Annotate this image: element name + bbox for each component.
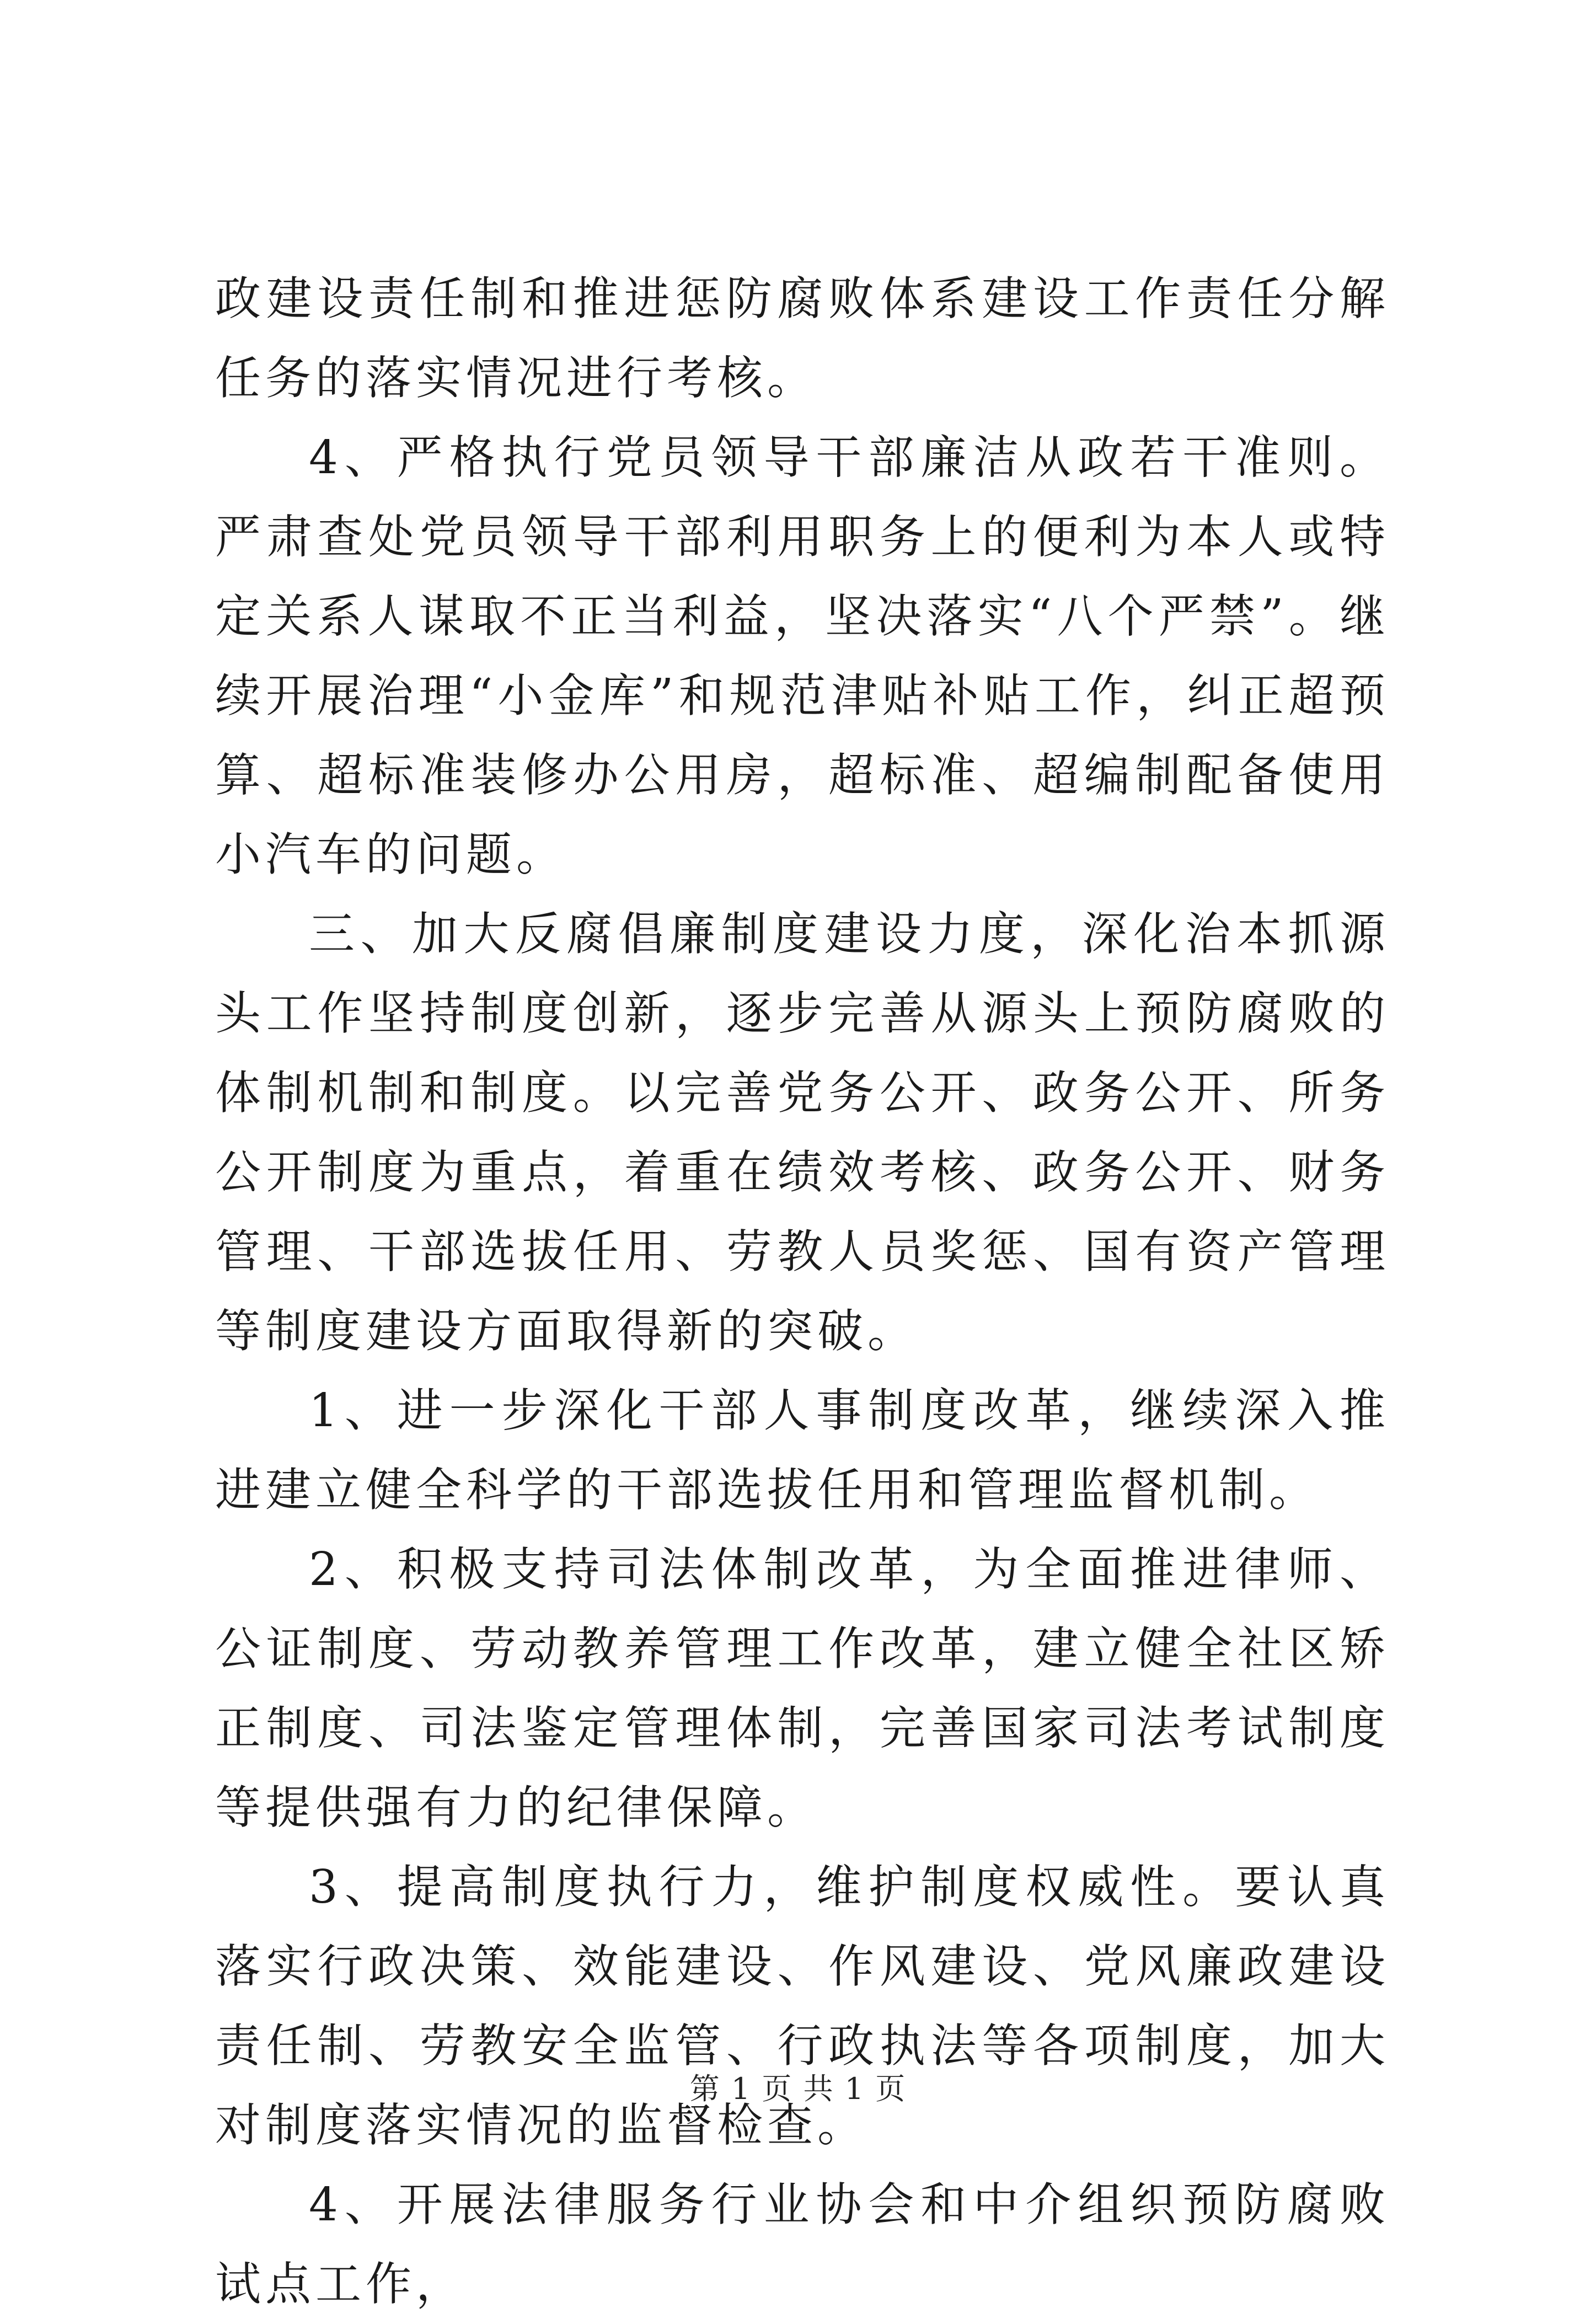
paragraph-item-1-personnel-reform: 1、进一步深化干部人事制度改革，继续深入推进建立健全科学的干部选拔任用和管理监督机制。 bbox=[215, 1384, 1390, 1517]
document-body bbox=[215, 259, 1390, 2324]
paragraph-continuation: 政建设责任制和推进惩防腐败体系建设工作责任分解任务的落实情况进行考核。 bbox=[215, 272, 1390, 405]
paragraph-item-4-integrity: 4、严格执行党员领导干部廉洁从政若干准则。严肃查处党员领导干部利用职务上的便利为本人或特定关系人谋取不正当利益，坚决落实“八个严禁”。继续开展治理“小金库”和规范津贴补贴工作，纠正超预算、超标准装修办公用房，超标准、超编制配备使用小汽车的问题。 bbox=[215, 431, 1390, 881]
page-number-footer: 第 1 页 共 1 页 bbox=[689, 2071, 907, 2106]
paragraph-section-3: 三、加大反腐倡廉制度建设力度，深化治本抓源头工作坚持制度创新，逐步完善从源头上预防腐败的体制机制和制度。以完善党务公开、政务公开、所务公开制度为重点，着重在绩效考核、政务公开、财务管理、干部选拔任用、劳教人员奖惩、国有资产管理等制度建设方面取得新的突破。 bbox=[215, 907, 1390, 1358]
paragraph-item-2-judicial-reform: 2、积极支持司法体制改革，为全面推进律师、公证制度、劳动教养管理工作改革，建立健全社区矫正制度、司法鉴定管理体制，完善国家司法考试制度等提供强有力的纪律保障。 bbox=[215, 1543, 1390, 1834]
paragraph-item-4-pilot: 4、开展法律服务行业协会和中介组织预防腐败试点工作， bbox=[215, 2178, 1390, 2311]
paragraph-item-3-enforcement: 3、提高制度执行力，维护制度权威性。要认真落实行政决策、效能建设、作风建设、党风廉政建设责任制、劳教安全监管、行政执法等各项制度，加大对制度落实情况的监督检查。 bbox=[215, 1860, 1390, 2152]
